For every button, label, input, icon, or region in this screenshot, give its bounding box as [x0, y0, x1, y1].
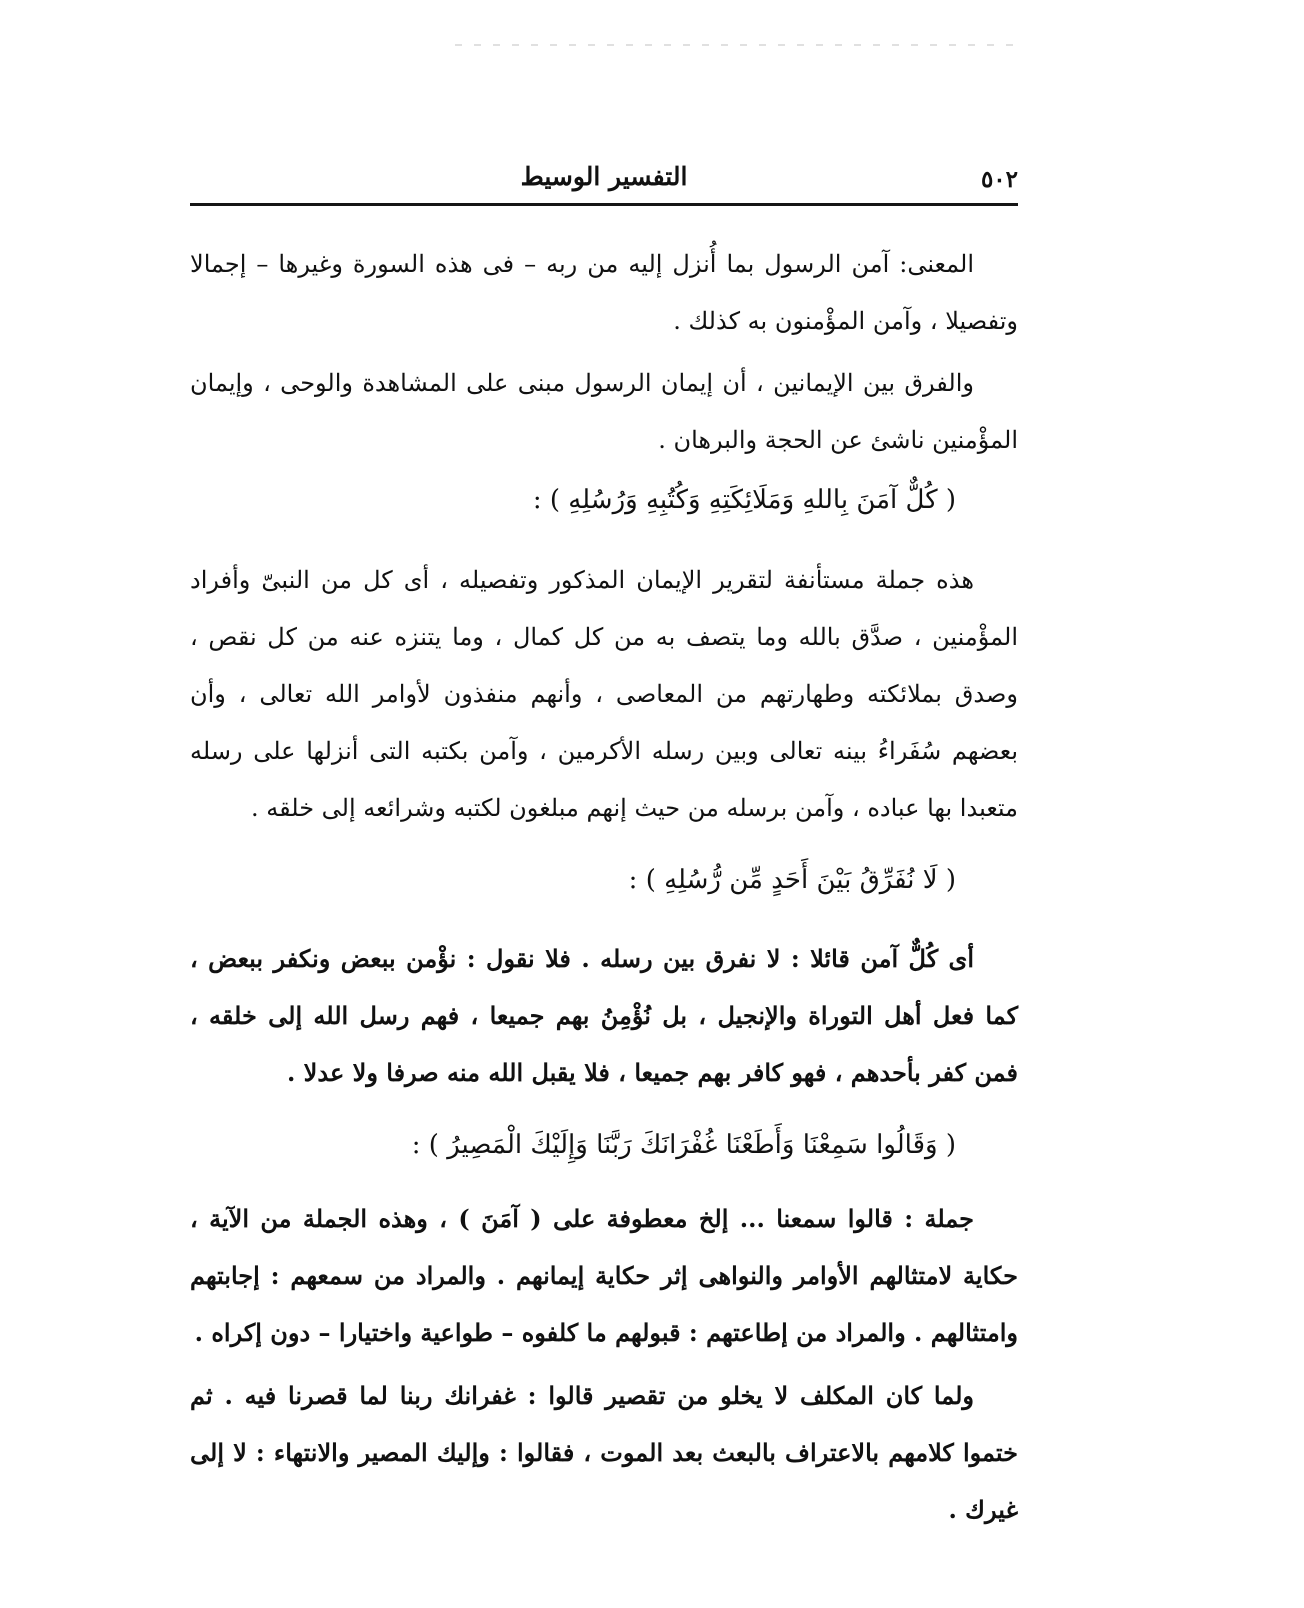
- page-number: ٥٠٢: [980, 166, 1018, 193]
- running-title: التفسير الوسيط: [520, 162, 688, 191]
- paragraph-commentary-3: جملة : قالوا سمعنا ... إلخ معطوفة على ( آمَنَ ) ، وهذه الجملة من الآية ، حكاية لامتثالهم الأوامر والنواهى إثر حكاية إيمانهم . والمراد من سمعهم : إجابتهم وامتثالهم . والمراد من إطاعتهم : قبولهم ما كلفوه – طواعية واختيارا – دون إكراه .: [190, 1204, 1018, 1347]
- verse-kullun-amana: ( كُلٌّ آمَنَ بِاللهِ وَمَلَائِكَتِهِ وَكُتُبِهِ وَرُسُلِهِ ) :: [532, 485, 956, 515]
- page-header: [190, 162, 1018, 206]
- paragraph-meaning: المعنى: آمن الرسول بما أُنزل إليه من ربه – فى هذه السورة وغيرها – إجمالا وتفصيلا ، وآمن المؤْمنون به كذلك .: [190, 250, 1018, 335]
- paragraph-commentary-1: هذه جملة مستأنفة لتقرير الإيمان المذكور وتفصيله ، أى كل من النبىّ وأفراد المؤْمنين ، صدَّق بالله وما يتصف به من كل كمال ، وما يتنزه عنه من كل نقص ، وصدق بملائكته وطهارتهم من المعاصى ، وأنهم منفذون لأوامر الله تعالى ، وأن بعضهم سُفَراءُ بينه تعالى وبين رسله الأكرمين ، وآمن بكتبه التى أنزلها على رسله متعبدا بها عباده ، وآمن برسله من حيث إنهم مبلغون لكتبه وشرائعه إلى خلقه .: [190, 566, 1018, 822]
- scan-noise: [455, 44, 1015, 46]
- verse-la-nufarriqu: ( لَا نُفَرِّقُ بَيْنَ أَحَدٍ مِّن رُّسُلِهِ ) :: [628, 865, 956, 895]
- verse-qalu-samina: ( وَقَالُوا سَمِعْنَا وَأَطَعْنَا غُفْرَانَكَ رَبَّنَا وَإِلَيْكَ الْمَصِيرُ ) :: [411, 1130, 956, 1160]
- paragraph-commentary-4: ولما كان المكلف لا يخلو من تقصير قالوا : غفرانك ربنا لما قصرنا فيه . ثم ختموا كلامهم بالاعتراف بالبعث بعد الموت ، فقالوا : وإليك المصير والانتهاء : لا إلى غيرك .: [190, 1381, 1018, 1524]
- paragraph-commentary-2: أى كُلٌّ آمن قائلا : لا نفرق بين رسله . فلا نقول : نؤْمن ببعض ونكفر ببعض ، كما فعل أهل التوراة والإنجيل ، بل نُؤْمِنُ بهم جميعا ، فهم رسل الله إلى خلقه ، فمن كفر بأحدهم ، فهو كافر بهم جميعا ، فلا يقبل الله منه صرفا ولا عدلا .: [190, 944, 1018, 1087]
- header-rule: [190, 203, 1018, 206]
- paragraph-difference: والفرق بين الإيمانين ، أن إيمان الرسول مبنى على المشاهدة والوحى ، وإيمان المؤْمنين ناشئ عن الحجة والبرهان .: [190, 369, 1018, 454]
